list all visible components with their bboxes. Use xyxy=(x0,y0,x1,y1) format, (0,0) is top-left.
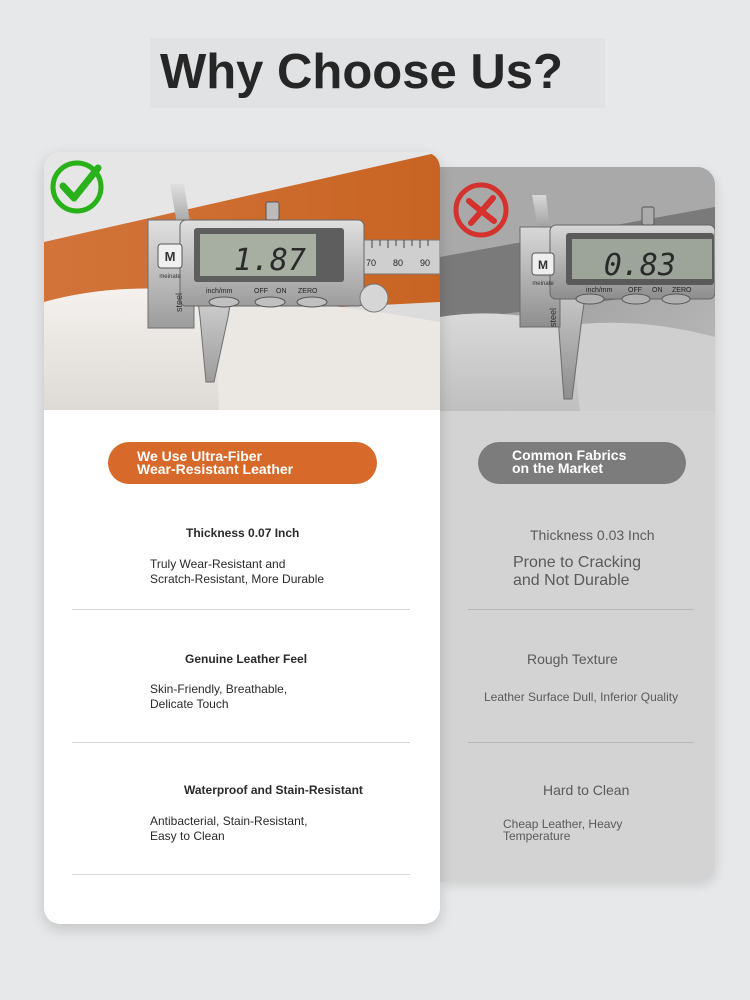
svg-text:1.87: 1.87 xyxy=(233,243,306,278)
svg-text:OFF: OFF xyxy=(254,288,268,295)
competitor-feature-heading: Thickness 0.03 Inch xyxy=(530,527,655,543)
our-product-label-line1: We Use Ultra-Fiber xyxy=(137,448,262,464)
competitor-label-line1: Common Fabrics xyxy=(512,447,627,463)
feature-heading: Waterproof and Stain-Resistant xyxy=(184,783,363,797)
competitor-feature-body: Leather Surface Dull, Inferior Quality xyxy=(484,690,679,704)
divider xyxy=(72,609,410,610)
svg-text:0.83: 0.83 xyxy=(603,248,676,283)
svg-text:ON: ON xyxy=(652,287,663,294)
page-title: Why Choose Us? xyxy=(160,45,563,99)
check-badge-icon xyxy=(48,158,106,216)
svg-text:ZERO: ZERO xyxy=(672,287,692,294)
competitor-card xyxy=(440,167,715,882)
svg-text:inch/mm: inch/mm xyxy=(206,288,233,295)
competitor-feature-body: Cheap Leather, Heavy Temperature xyxy=(503,817,623,843)
svg-text:M: M xyxy=(164,249,176,264)
svg-text:M: M xyxy=(538,258,548,272)
svg-text:steel: steel xyxy=(174,292,184,312)
competitor-feature-heading: Rough Texture xyxy=(527,651,618,667)
divider xyxy=(468,609,694,610)
our-product-label-pill xyxy=(108,442,377,484)
competitor-label-pill xyxy=(478,442,686,484)
feature-body: Antibacterial, Stain-Resistant, Easy to Clean xyxy=(150,814,308,843)
svg-text:ZERO: ZERO xyxy=(298,288,318,295)
svg-text:80: 80 xyxy=(393,258,404,268)
feature-body: Truly Wear-Resistant and Scratch-Resistant, More Durable xyxy=(150,557,325,586)
svg-text:70: 70 xyxy=(366,258,377,268)
svg-text:inch/mm: inch/mm xyxy=(586,287,613,294)
our-product-card xyxy=(44,152,440,924)
competitor-feature-heading: Hard to Clean xyxy=(543,782,630,798)
svg-text:meinate: meinate xyxy=(159,274,181,280)
svg-text:90: 90 xyxy=(420,258,431,268)
svg-text:steel: steel xyxy=(548,307,558,327)
our-product-label-line2: Wear-Resistant Leather xyxy=(137,461,294,477)
svg-text:OFF: OFF xyxy=(628,287,642,294)
svg-text:meinate: meinate xyxy=(532,281,554,287)
feature-heading: Genuine Leather Feel xyxy=(185,652,308,666)
cross-badge-icon xyxy=(452,181,510,239)
competitor-label-line2: on the Market xyxy=(512,460,604,476)
divider xyxy=(468,742,694,743)
feature-body: Skin-Friendly, Breathable, Delicate Touch xyxy=(150,682,288,711)
feature-heading: Thickness 0.07 Inch xyxy=(186,526,300,540)
divider xyxy=(72,742,410,743)
divider xyxy=(72,874,410,875)
svg-text:ON: ON xyxy=(276,288,287,295)
competitor-feature-body: Prone to Cracking and Not Durable xyxy=(513,554,642,589)
